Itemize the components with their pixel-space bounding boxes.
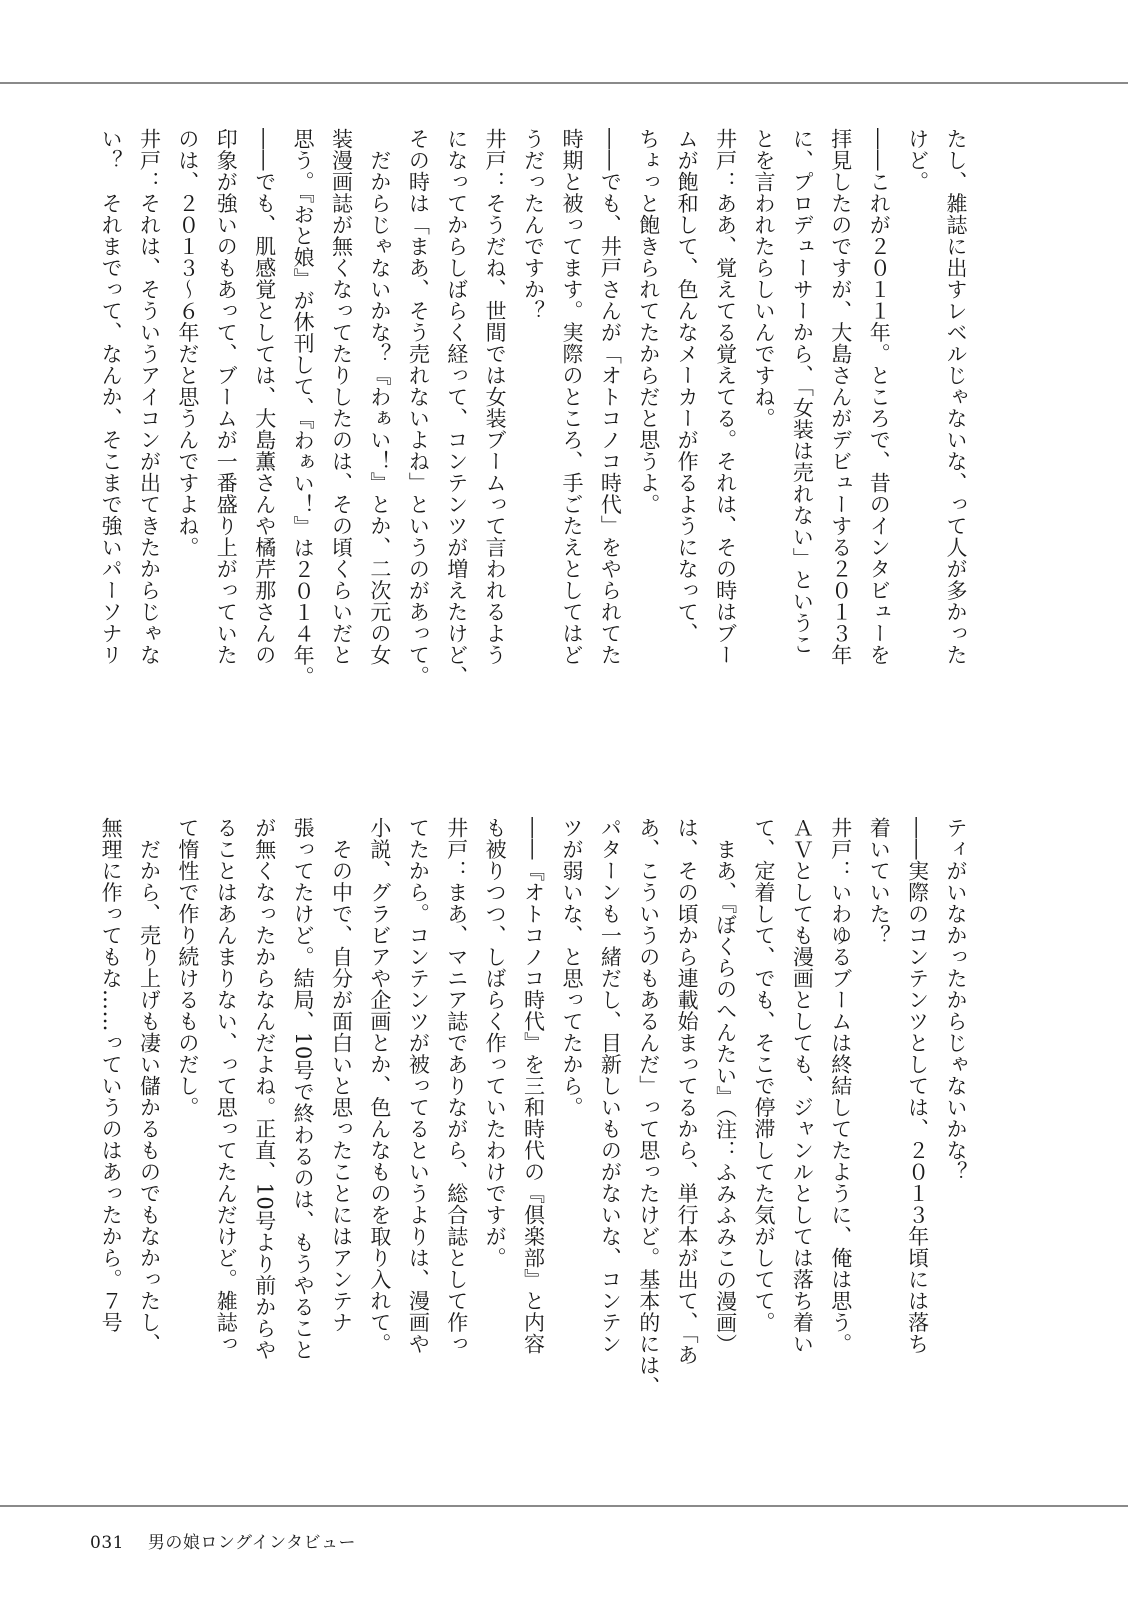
text-line: 印象が強いのもあって、ブームが一番盛り上がっていた: [214, 128, 239, 666]
text-line: 時期と被ってます。実際のところ、手ごたえとしてはど: [559, 128, 584, 666]
text-line: たし、雑誌に出すレベルじゃないな、って人が多かった: [944, 128, 968, 666]
text-line: て、定着して、でも、そこで停滞してた気がしてて。: [751, 817, 776, 1333]
text-line: 着いていた？: [867, 817, 892, 946]
text-line: 小説、グラビアや企画とか、色んなものを取り入れて。: [367, 817, 392, 1355]
text-line: ちょっと飽きられてたからだと思うよ。: [636, 128, 661, 515]
text-line: 装漫画誌が無くなってたりしたのは、その頃くらいだと: [329, 128, 354, 666]
text-line: 張ってたけど。結局、10号で終わるのは、もうやること: [291, 817, 316, 1361]
text-line: うだったんですか？: [521, 128, 546, 322]
text-line: ムが飽和して、色んなメーカーが作るようになって、: [675, 128, 700, 644]
text-line: が無くなったからなんだよね。正直、10号より前からや: [252, 817, 277, 1361]
text-line: けど。: [905, 128, 930, 193]
text-line: 思う。『おと娘』が休刊して、『わぁい！』は２０１４年。: [291, 128, 316, 688]
top-rule: [0, 82, 1128, 84]
text-line: パターンも一緒だし、目新しいものがないな、コンテン: [598, 817, 623, 1355]
text-line: 井戸：それは、そういうアイコンが出てきたからじゃな: [137, 128, 162, 666]
text-line: ティがいなかったからじゃないかな？: [944, 817, 968, 1183]
text-line: て惰性で作り続けるものだし。: [175, 817, 200, 1118]
text-line: まあ、『ぼくらのへんたい』（注：ふみふみこの漫画）: [713, 817, 738, 1355]
text-line: に、プロデューサーから、「女装は売れない」というこ: [790, 128, 815, 655]
text-line: 井戸：ああ、覚えてる覚えてる。それは、その時はブー: [713, 128, 738, 666]
text-line: になってからしばらく経って、コンテンツが増えたけど、: [444, 128, 469, 687]
text-line: も被りつつ、しばらく作っていたわけですが。: [483, 817, 508, 1269]
text-line: とを言われたらしいんですね。: [751, 128, 776, 429]
text-line: は、その頃から連載始まってるから、単行本が出て、「あ: [675, 817, 700, 1366]
lower-text-block: [99, 817, 975, 1407]
text-line: てたから。コンテンツが被ってるというよりは、漫画や: [406, 817, 431, 1355]
upper-text-block: [99, 128, 975, 784]
text-line: い？ それまでって、なんか、そこまで強いパーソナリ: [99, 128, 124, 666]
text-line: その時は「まあ、そう売れないよね」というのがあって。: [406, 128, 431, 687]
text-line: 井戸：いわゆるブームは終結してたように、俺は思う。: [828, 817, 853, 1355]
text-line: ――でも、肌感覚としては、大島薫さんや橘芹那さんの: [252, 128, 277, 666]
text-line: 拝見したのですが、大島さんがデビューする２０１３年: [828, 128, 853, 666]
text-line: だから、売り上げも凄い儲かるものでもなかったし、: [137, 817, 162, 1355]
text-line: ――実際のコンテンツとしては、２０１３年頃には落ち: [905, 817, 930, 1355]
text-line: 井戸：まあ、マニア誌でありながら、総合誌として作っ: [444, 817, 469, 1355]
running-title: 男の娘ロングインタビュー: [147, 1533, 356, 1553]
text-line: 無理に作ってもな……っていうのはあったから。７号: [99, 817, 124, 1333]
text-line: ることはあんまりない、って思ってたんだけど。雑誌っ: [214, 817, 239, 1355]
text-line: ツが弱いな、と思ってたから。: [559, 817, 584, 1118]
text-line: だからじゃないかな？『わぁい！』とか、二次元の女: [367, 128, 392, 666]
text-line: 井戸：そうだね、世間では女装ブームって言われるよう: [483, 128, 508, 666]
text-line: ――でも、井戸さんが「オトコノコ時代」をやられてた: [598, 128, 623, 666]
text-line: その中で、自分が面白いと思ったことにはアンテナ: [329, 817, 354, 1333]
bottom-rule: [0, 1505, 1128, 1507]
text-line: ＡＶとしても漫画としても、ジャンルとしては落ち着い: [790, 817, 815, 1355]
text-line: ――『オトコノコ時代』を三和時代の『倶楽部』と内容: [521, 817, 546, 1355]
text-line: あ、こういうのもあるんだ」って思ったけど。基本的には、: [636, 817, 661, 1398]
text-line: ――これが２０１１年。ところで、昔のインタビューを: [867, 128, 892, 666]
text-line: のは、２０１３〜６年だと思うんですよね。: [175, 128, 200, 558]
page-number: 031: [90, 1533, 124, 1553]
page-footer: [90, 1528, 356, 1553]
